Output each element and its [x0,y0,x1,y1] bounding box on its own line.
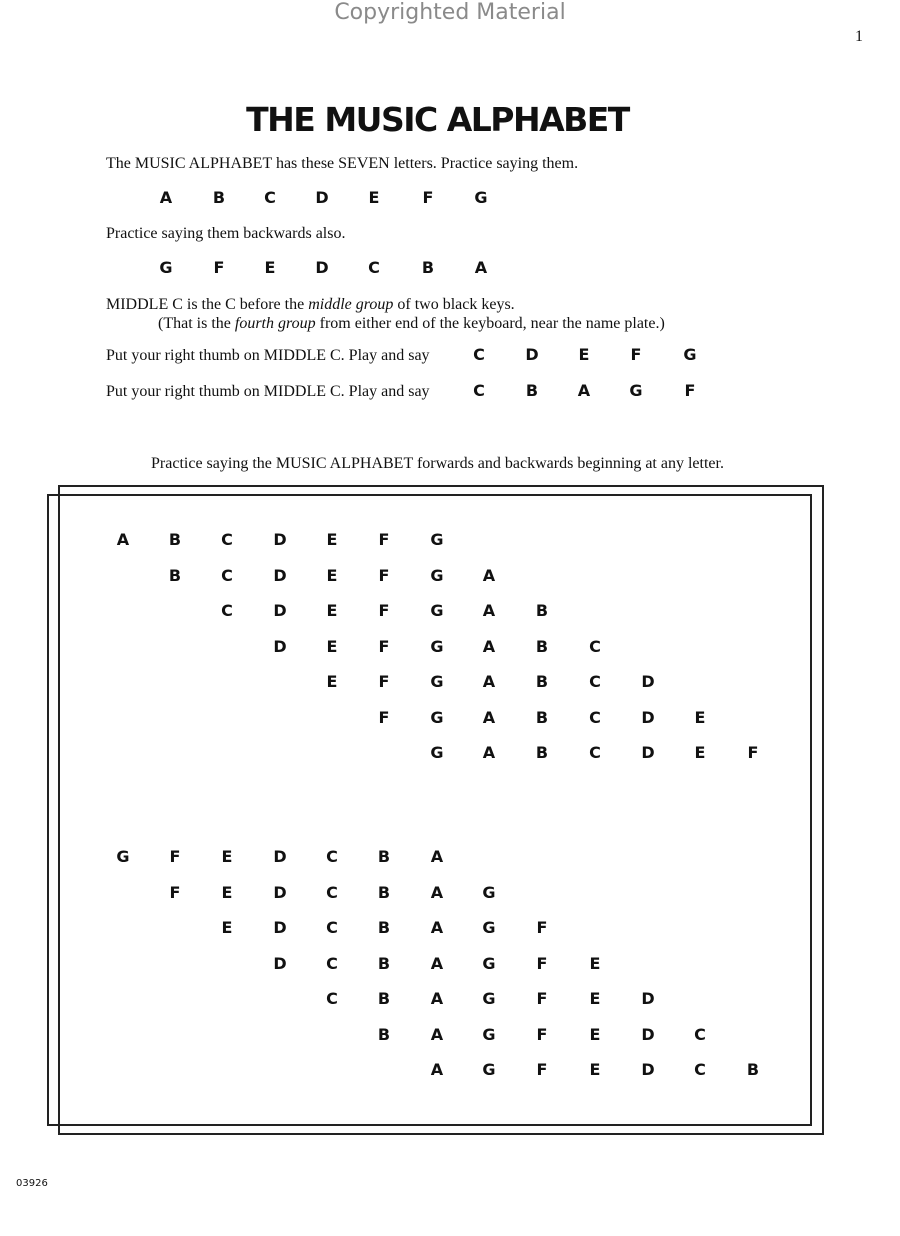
grid-letter: B [377,882,391,902]
grid-letter: F [378,565,390,585]
alphabet-letter: D [315,258,329,277]
grid-letter: B [535,743,549,762]
middle-c-note: (That is the fourth group from either end of the keyboard, near the name plate.) [158,315,665,332]
grid-letter: D [273,565,287,585]
grid-letter: B [377,989,391,1008]
grid-letter: B [535,636,549,656]
alphabet-letter: E [264,258,276,277]
grid-letter: G [430,672,444,691]
grid-letter: F [378,530,390,549]
page-number: 1 [855,28,863,45]
alphabet-letter: C [368,258,380,277]
grid-letter: D [641,989,655,1008]
note-letter: A [577,381,591,400]
grid-letter: E [589,989,601,1008]
grid-letter: B [377,918,391,937]
grid-letter: E [694,743,706,762]
grid-letter: B [535,707,549,727]
grid-letter: C [694,1024,706,1044]
grid-letter: A [430,989,444,1008]
grid-letter: F [378,636,390,656]
grid-letter: D [641,743,655,762]
grid-letter: G [430,743,444,762]
grid-letter: G [430,601,444,620]
grid-letter: G [482,918,496,937]
grid-letter: F [378,707,390,727]
alphabet-letter: D [315,188,329,207]
grid-letter: C [589,707,601,727]
grid-letter: F [378,601,390,620]
grid-letter: D [641,672,655,691]
grid-letter: A [482,636,496,656]
grid-letter: G [430,707,444,727]
grid-letter: E [694,707,706,727]
grid-letter: B [377,847,391,866]
grid-letter: B [535,601,549,620]
grid-letter: C [326,847,338,866]
note-letter: D [525,345,539,364]
grid-letter: E [326,672,338,691]
grid-letter: F [747,743,759,762]
grid-letter: F [536,1024,548,1044]
grid-letter: A [482,565,496,585]
note-letter: E [578,345,590,364]
alphabet-letter: G [159,258,173,277]
note-letter: B [525,381,539,400]
play-down-text: Put your right thumb on MIDDLE C. Play and say [106,383,430,400]
grid-letter: C [589,672,601,691]
grid-letter: E [589,1060,601,1079]
grid-letter: F [536,953,548,973]
alphabet-letter: A [474,258,488,277]
grid-letter: A [430,1060,444,1079]
grid-letter: D [273,882,287,902]
grid-letter: C [221,530,233,549]
grid-letter: E [326,636,338,656]
grid-letter: E [326,530,338,549]
grid-letter: C [326,953,338,973]
grid-letter: F [536,989,548,1008]
alphabet-letter: F [422,188,434,207]
grid-letter: E [326,601,338,620]
grid-letter: A [482,707,496,727]
grid-letter: G [430,530,444,549]
grid-letter: C [326,882,338,902]
grid-letter: A [430,918,444,937]
grid-letter: A [116,530,130,549]
grid-letter: E [589,1024,601,1044]
grid-letter: C [694,1060,706,1079]
grid-letter: A [482,601,496,620]
alphabet-letter: B [421,258,435,277]
grid-letter: E [326,565,338,585]
alphabet-letter: B [212,188,226,207]
grid-letter: D [273,847,287,866]
grid-letter: A [430,953,444,973]
grid-letter: A [430,1024,444,1044]
backwards-intro-text: Practice saying them backwards also. [106,225,346,242]
grid-letter: D [273,601,287,620]
grid-letter: D [641,1024,655,1044]
grid-letter: E [589,953,601,973]
grid-letter: C [326,989,338,1008]
grid-letter: G [482,989,496,1008]
grid-letter: G [116,847,130,866]
grid-letter: C [589,743,601,762]
grid-letter: F [169,882,181,902]
alphabet-letter: C [264,188,276,207]
grid-letter: D [273,953,287,973]
grid-letter: G [482,882,496,902]
exercise-intro-text: Practice saying the MUSIC ALPHABET forwards and backwards beginning at any letter. [151,455,724,472]
grid-letter: A [430,847,444,866]
grid-letter: E [221,918,233,937]
grid-letter: C [589,636,601,656]
grid-letter: A [430,882,444,902]
grid-letter: F [378,672,390,691]
alphabet-letter: F [213,258,225,277]
note-letter: F [684,381,696,400]
grid-letter: B [746,1060,760,1079]
alphabet-letter: A [159,188,173,207]
middle-c-text: MIDDLE C is the C before the middle group of two black keys. [106,296,515,313]
copyright-watermark: Copyrighted Material [334,0,566,25]
grid-letter: B [377,953,391,973]
grid-letter: D [641,1060,655,1079]
grid-letter: G [430,636,444,656]
grid-letter: F [536,1060,548,1079]
note-letter: F [630,345,642,364]
grid-letter: C [221,565,233,585]
grid-letter: E [221,847,233,866]
grid-letter: B [168,565,182,585]
grid-letter: D [273,636,287,656]
grid-letter: D [641,707,655,727]
grid-letter: C [326,918,338,937]
grid-letter: G [482,1024,496,1044]
grid-letter: G [482,1060,496,1079]
catalog-code: 03926 [16,1178,48,1189]
intro-text: The MUSIC ALPHABET has these SEVEN letters. Practice saying them. [106,155,579,172]
grid-letter: G [482,953,496,973]
grid-letter: C [221,601,233,620]
grid-letter: D [273,918,287,937]
grid-letter: B [377,1024,391,1044]
note-letter: G [683,345,697,364]
grid-letter: A [482,672,496,691]
grid-letter: F [169,847,181,866]
grid-letter: B [168,530,182,549]
grid-letter: A [482,743,496,762]
grid-letter: B [535,672,549,691]
note-letter: G [629,381,643,400]
note-letter: C [473,381,485,400]
grid-letter: F [536,918,548,937]
alphabet-letter: G [474,188,488,207]
grid-letter: E [221,882,233,902]
note-letter: C [473,345,485,364]
play-up-text: Put your right thumb on MIDDLE C. Play and say [106,347,430,364]
grid-letter: D [273,530,287,549]
grid-letter: G [430,565,444,585]
alphabet-letter: E [368,188,380,207]
page-title: THE MUSIC ALPHABET [246,100,629,139]
